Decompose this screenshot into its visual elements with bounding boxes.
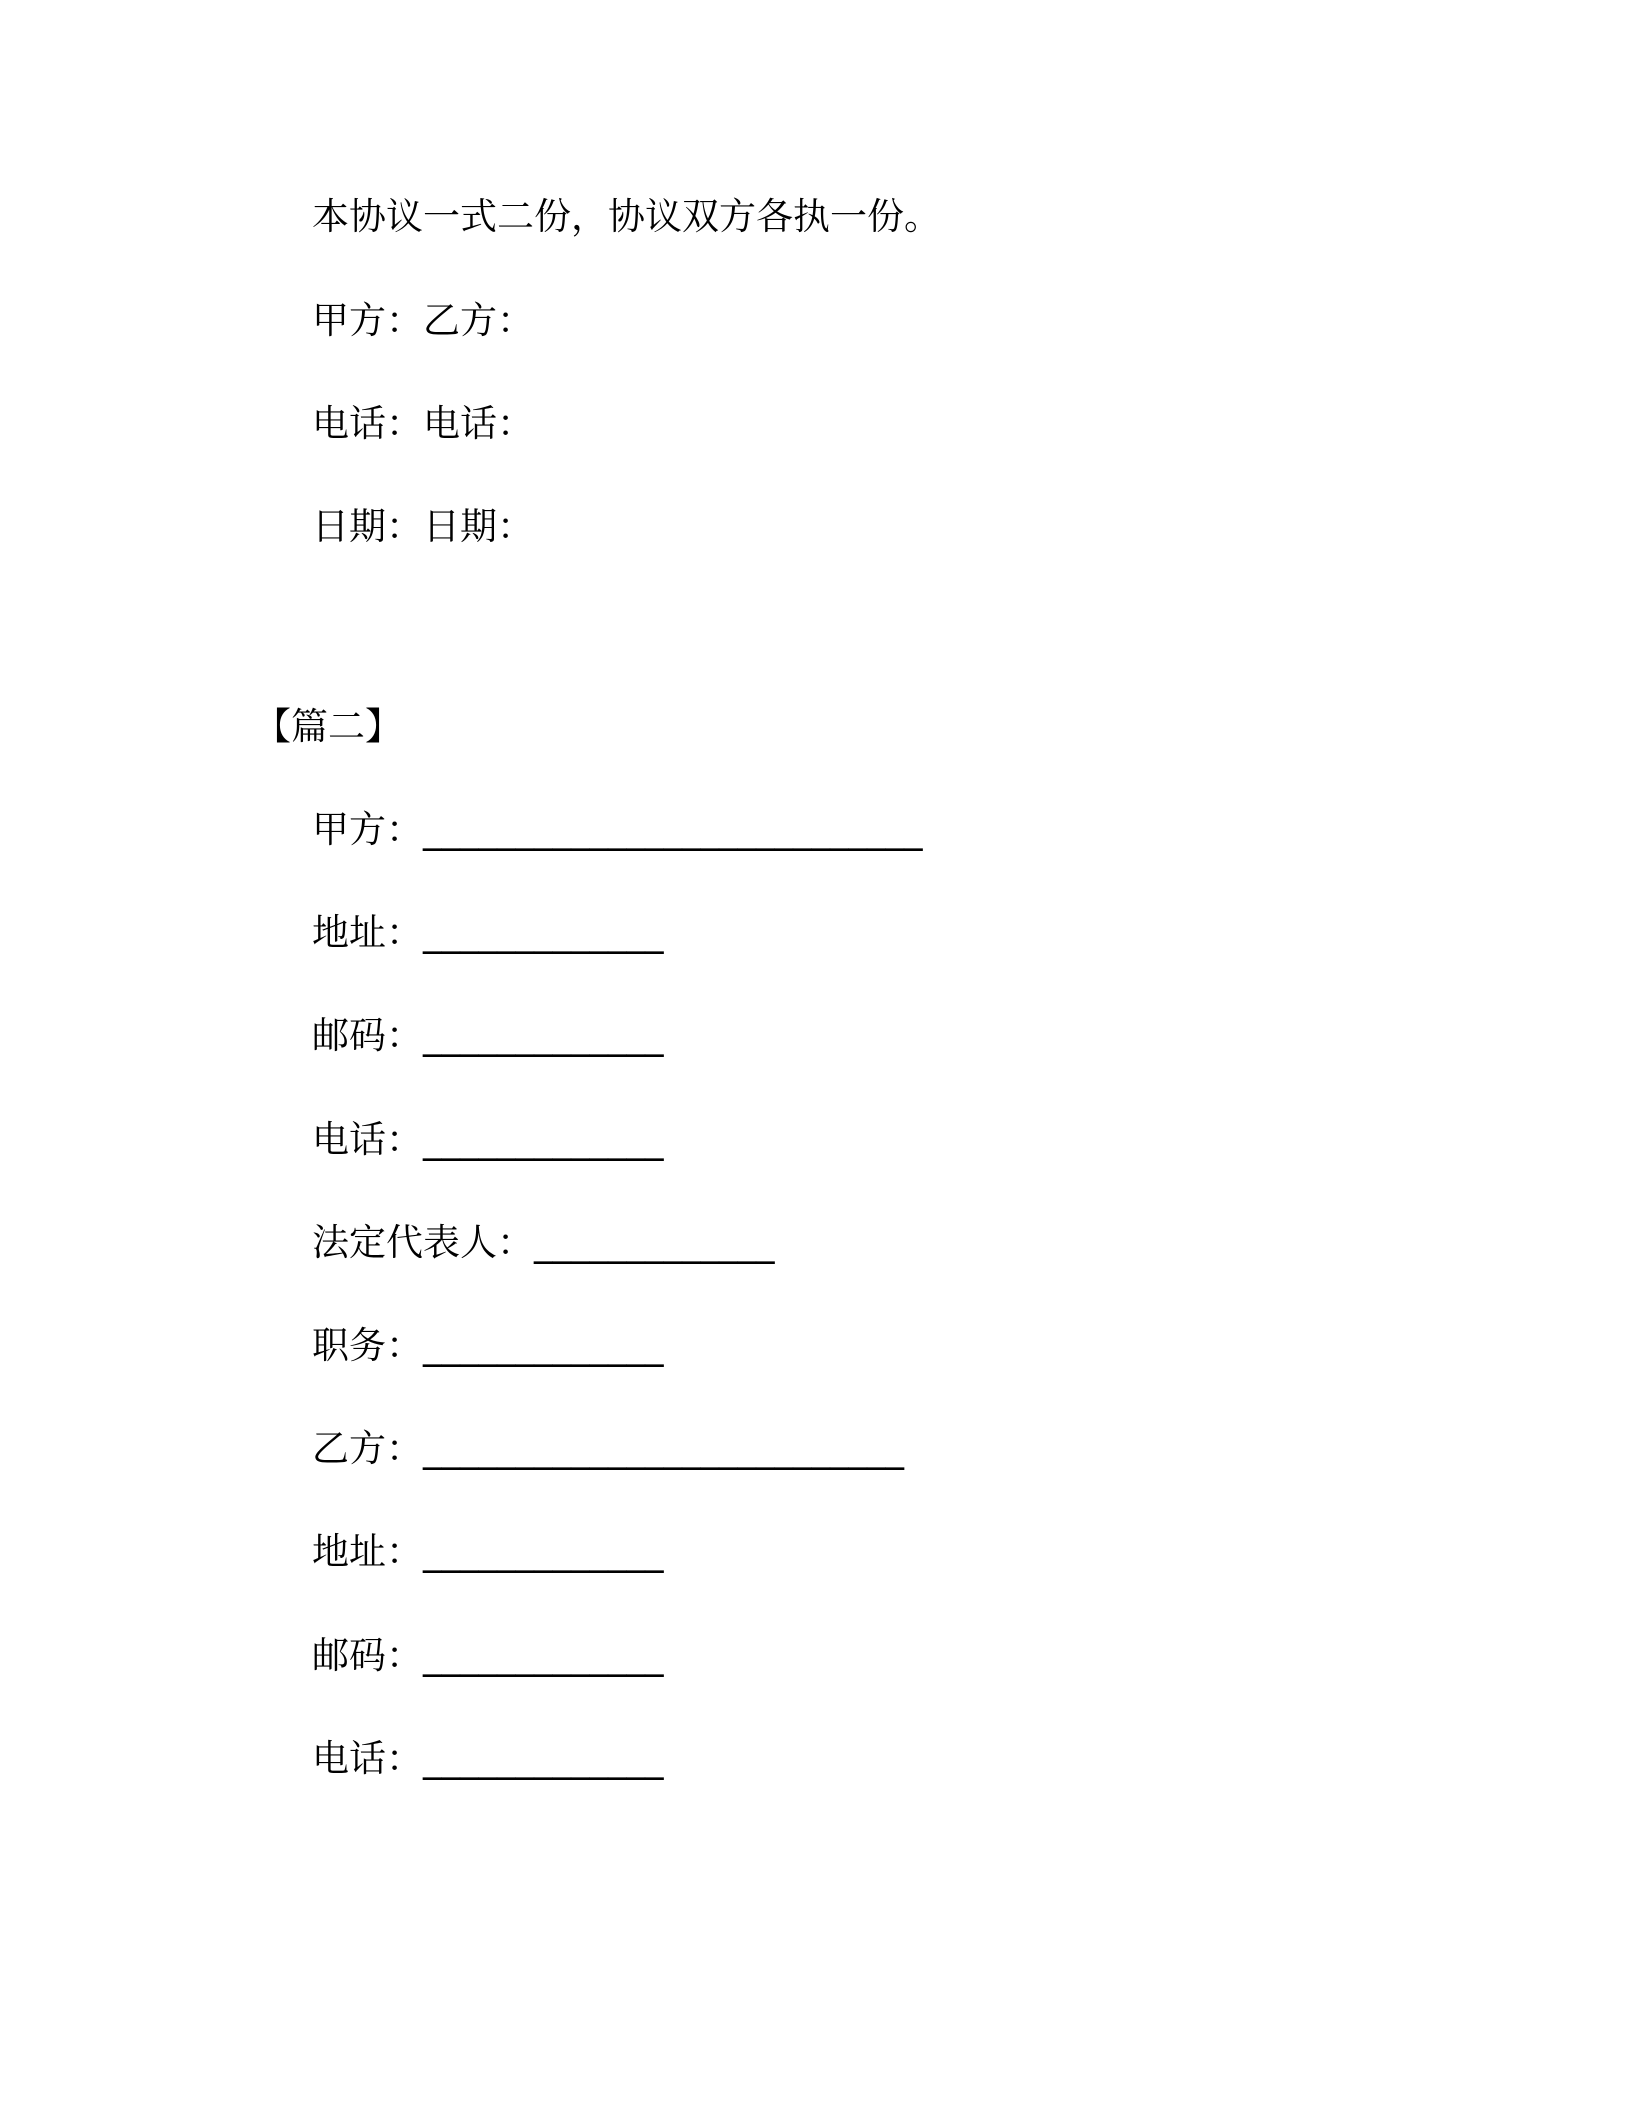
party-a-field: 甲方：___________________________ <box>312 808 923 851</box>
party-a-address-field: 地址：_____________ <box>312 911 664 954</box>
section-heading: 【篇二】 <box>254 705 402 748</box>
copies-statement: 本协议一式二份，协议双方各执一份。 <box>312 195 941 238</box>
party-b-postcode-field: 邮码：_____________ <box>312 1634 664 1677</box>
legal-representative-field: 法定代表人：_____________ <box>312 1221 775 1264</box>
date-signature-line: 日期：日期： <box>312 505 534 548</box>
party-a-phone-field: 电话：_____________ <box>312 1118 664 1161</box>
position-field: 职务：_____________ <box>312 1324 664 1367</box>
party-b-field: 乙方：__________________________ <box>312 1427 904 1470</box>
party-a-postcode-field: 邮码：_____________ <box>312 1014 664 1057</box>
party-b-phone-field: 电话：_____________ <box>312 1737 664 1780</box>
party-b-address-field: 地址：_____________ <box>312 1530 664 1573</box>
parties-signature-line: 甲方：乙方： <box>312 299 534 342</box>
phone-signature-line: 电话：电话： <box>312 402 534 445</box>
